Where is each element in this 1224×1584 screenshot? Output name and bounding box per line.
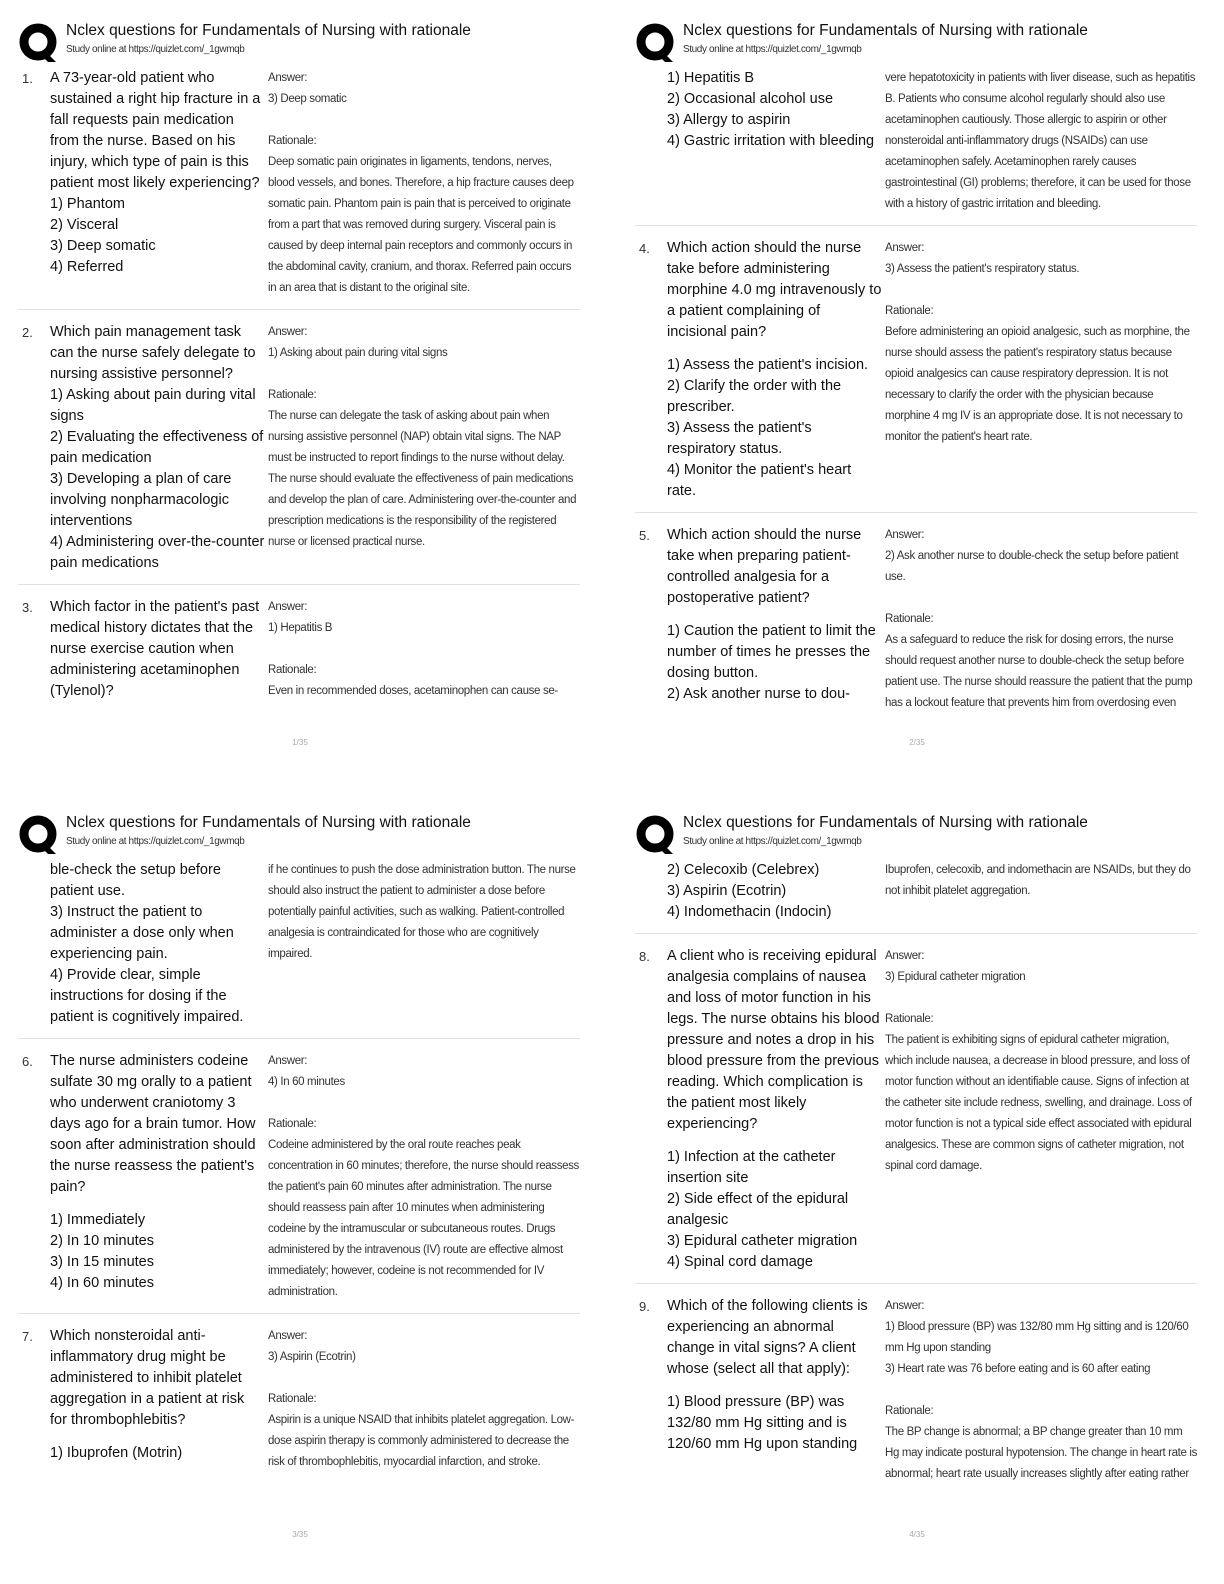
answer-label: Answer: [268, 326, 308, 338]
option-item: 1) Infection at the catheter insertion site [667, 1149, 836, 1186]
quizlet-logo-icon [635, 814, 677, 856]
rationale-text: vere hepatotoxicity in patients with liver disease, such as hepatitis B. Patients who consume alcohol regularly should also use acetaminophen cautiously. Those allergic to aspirin or other nonsteroidal anti-inflammatory drugs (NSAIDs) can use acetaminophen safely. Acetaminophen rarely causes gastrointestinal (GI) problems; therefore, it can be used for those with a history of gastric irritation and bleeding. [885, 72, 1196, 210]
document-title: Nclex questions for Fundamentals of Nursing with rationale [683, 814, 1088, 831]
option-item: 1) Blood pressure (BP) was 132/80 mm Hg sitting and is 120/60 mm Hg upon standing [667, 1394, 858, 1452]
question-item [635, 1292, 1197, 1495]
page-header [635, 18, 1205, 62]
rationale-text: The BP change is abnormal; a BP change greater than 10 mm Hg may indicate postural hypotension. The change in heart rate is abnormal; heart rate usually increases slightly after eating rather [885, 1426, 1198, 1480]
option-item: 2) Evaluating the effectiveness of pain medication [50, 429, 264, 466]
question-item [635, 942, 1197, 1284]
options-list [667, 621, 882, 705]
options-list [667, 355, 882, 502]
option-item: 1) Ibuprofen (Motrin) [50, 1445, 183, 1461]
answer-column [265, 322, 580, 574]
question-column [667, 68, 882, 215]
document-page [617, 0, 1224, 792]
rationale-label: Rationale: [885, 613, 934, 625]
rationale-label: Rationale: [268, 135, 317, 147]
option-item: 2) Ask another nurse to dou- [667, 686, 850, 702]
rationale-label: Rationale: [885, 1013, 934, 1025]
question-item [18, 856, 580, 1039]
question-text: A 73-year-old patient who sustained a right hip fracture in a fall requests pain medication from the nurse. Based on his injury, which type of pain is this patient most likely experiencing? [50, 70, 261, 191]
answer-text: 3) Assess the patient's respiratory status. [885, 263, 1080, 275]
rationale-label: Rationale: [885, 1405, 934, 1417]
option-item: 2) Celecoxib (Celebrex) [667, 862, 820, 878]
question-list [635, 64, 1197, 732]
question-number: 9. [639, 1299, 650, 1314]
question-text: Which factor in the patient's past medical history dictates that the nurse exercise caution when administering acetaminophen (Tylenol)? [50, 599, 260, 699]
page-number: 2/35 [909, 738, 925, 747]
options-list [50, 860, 265, 1028]
question-number: 1. [22, 71, 33, 86]
question-column [667, 525, 882, 714]
option-item: 3) Deep somatic [50, 238, 156, 254]
options-list [667, 68, 882, 152]
question-column [50, 860, 265, 1028]
answer-column [882, 1296, 1197, 1485]
option-item: 4) Administering over-the-counter pain medications [50, 534, 265, 571]
question-text: Which action should the nurse take when preparing patient-controlled analgesia for a postoperative patient? [667, 527, 862, 606]
option-item: 3) Epidural catheter migration [667, 1233, 858, 1249]
answer-text: 2) Ask another nurse to double-check the setup before patient use. [885, 550, 1179, 583]
rationale-label: Rationale: [268, 1393, 317, 1405]
answer-text: 3) Deep somatic [268, 93, 347, 105]
question-number: 8. [639, 949, 650, 964]
rationale-text: Aspirin is a unique NSAID that inhibits platelet aggregation. Low-dose aspirin therapy is commonly administered to decrease the risk of thrombophlebitis, myocardial infarction, and stroke. [268, 1414, 575, 1468]
page-number: 3/35 [292, 1530, 308, 1539]
option-item: 3) Instruct the patient to administer a dose only when experiencing pain. [50, 904, 234, 962]
rationale-text: Ibuprofen, celecoxib, and indomethacin are NSAIDs, but they do not inhibit platelet aggregation. [885, 864, 1191, 897]
option-item: 4) Provide clear, simple instructions for dosing if the patient is cognitively impaired. [50, 967, 244, 1025]
answer-column [882, 525, 1197, 714]
question-column [50, 1326, 265, 1473]
page-number: 4/35 [909, 1530, 925, 1539]
page-header [635, 810, 1205, 854]
option-item: 1) Immediately [50, 1212, 146, 1228]
answer-column [265, 1326, 580, 1473]
answer-label: Answer: [885, 1300, 925, 1312]
document-page [617, 792, 1224, 1584]
question-column [667, 238, 882, 502]
question-list [18, 856, 580, 1491]
study-online-link[interactable]: Study online at https://quizlet.com/_1gwmqb [683, 44, 862, 55]
question-list [18, 64, 580, 720]
option-item: 4) In 60 minutes [50, 1275, 154, 1291]
question-column [50, 597, 265, 702]
option-item: 4) Monitor the patient's heart rate. [667, 462, 852, 499]
quizlet-logo-icon [635, 22, 677, 64]
question-column [50, 322, 265, 574]
answer-text: 1) Hepatitis B [268, 622, 333, 634]
rationale-text: As a safeguard to reduce the risk for dosing errors, the nurse should request another nurse to double-check the setup before patient use. The nurse should reassure the patient that the pump has a lockout feature that prevents him from overdosing even [885, 634, 1193, 709]
rationale-text: The patient is exhibiting signs of epidural catheter migration, which include nausea, a decrease in blood pressure, and loss of motor function without an identifiable cause. Signs of infection at the catheter site include redness, swelling, and drainage. Loss of motor function is not a typical side effect associated with epidural analgesics. These are common signs of catheter migration, not spinal cord damage. [885, 1034, 1192, 1172]
options-list [667, 1392, 882, 1455]
question-item [635, 521, 1197, 724]
answer-column [265, 1051, 580, 1303]
option-item: 3) Assess the patient's respiratory status. [667, 420, 812, 457]
question-text: Which action should the nurse take before administering morphine 4.0 mg intravenously to a patient complaining of incisional pain? [667, 240, 882, 340]
answer-column [265, 68, 580, 299]
question-column [50, 1051, 265, 1303]
question-item [18, 1047, 580, 1314]
page-number: 1/35 [292, 738, 308, 747]
option-item: 1) Assess the patient's incision. [667, 357, 869, 373]
answer-column [882, 68, 1197, 215]
option-item: 3) Developing a plan of care involving nonpharmacologic interventions [50, 471, 232, 529]
question-item [18, 64, 580, 310]
rationale-label: Rationale: [268, 1118, 317, 1130]
answer-column [265, 597, 580, 702]
options-list [667, 860, 882, 923]
option-item: 1) Asking about pain during vital signs [50, 387, 256, 424]
question-column [667, 860, 882, 923]
document-title: Nclex questions for Fundamentals of Nursing with rationale [66, 22, 471, 39]
rationale-label: Rationale: [885, 305, 934, 317]
question-item [18, 318, 580, 585]
answer-text: 3) Epidural catheter migration [885, 971, 1026, 983]
question-number: 6. [22, 1054, 33, 1069]
option-item: 4) Gastric irritation with bleeding [667, 133, 875, 149]
quizlet-logo-icon [18, 814, 60, 856]
question-text: Which of the following clients is experiencing an abnormal change in vital signs? A client whose (select all that apply): [667, 1298, 868, 1377]
answer-label: Answer: [268, 601, 308, 613]
options-list [50, 1210, 265, 1294]
question-column [667, 946, 882, 1273]
question-item [635, 856, 1197, 934]
question-item [18, 593, 580, 712]
rationale-text: Even in recommended doses, acetaminophen can cause se- [268, 685, 558, 697]
option-item: 3) In 15 minutes [50, 1254, 154, 1270]
question-text: The nurse administers codeine sulfate 30 mg orally to a patient who underwent craniotomy 3 days ago for a brain tumor. How soon after administration should the nurse reassess the patient's pain? [50, 1053, 256, 1195]
answer-column [882, 238, 1197, 502]
document-title: Nclex questions for Fundamentals of Nursing with rationale [66, 814, 471, 831]
question-text: Which pain management task can the nurse safely delegate to nursing assistive personnel? [50, 324, 256, 382]
answer-column [882, 946, 1197, 1273]
answer-text: 1) Asking about pain during vital signs [268, 347, 448, 359]
option-item: 1) Phantom [50, 196, 125, 212]
question-number [635, 860, 667, 923]
question-column [50, 68, 265, 299]
option-item: 2) Visceral [50, 217, 119, 233]
option-item: 3) Aspirin (Ecotrin) [667, 883, 787, 899]
rationale-text: Deep somatic pain originates in ligaments, tendons, nerves, blood vessels, and bones. Therefore, a hip fracture causes deep somatic pain. Phantom pain is pain that is perceived to originate from a part that was removed during surgery. Visceral pain is caused by deep internal pain receptors and commonly occurs in the abdominal cavity, cranium, and thorax. Referred pain occurs in an area that is distant to the original site. [268, 156, 574, 294]
answer-label: Answer: [268, 1055, 308, 1067]
option-item: 4) Referred [50, 259, 124, 275]
answer-text: 4) In 60 minutes [268, 1076, 345, 1088]
option-item: 4) Spinal cord damage [667, 1254, 813, 1270]
option-item: 2) Clarify the order with the prescriber. [667, 378, 842, 415]
option-item: 4) Indomethacin (Indocin) [667, 904, 832, 920]
question-number: 7. [22, 1329, 33, 1344]
answer-label: Answer: [885, 242, 925, 254]
quizlet-logo-icon [18, 22, 60, 64]
question-number: 4. [639, 241, 650, 256]
question-column [667, 1296, 882, 1485]
document-page [0, 0, 612, 792]
question-number [18, 860, 50, 1028]
study-online-link[interactable]: Study online at https://quizlet.com/_1gwmqb [66, 44, 245, 55]
question-number: 5. [639, 528, 650, 543]
answer-column [882, 860, 1197, 923]
options-list [50, 385, 265, 574]
answer-column [265, 860, 580, 1028]
question-number: 2. [22, 325, 33, 340]
question-item [635, 234, 1197, 513]
question-number [635, 68, 667, 215]
rationale-text: Before administering an opioid analgesic, such as morphine, the nurse should assess the patient's respiratory status because opioid analgesics can cause respiratory depression. It is not necessary to clarify the order with the physician because morphine 4 mg IV is an appropriate dose. It is not necessary to monitor the patient's heart rate. [885, 326, 1190, 443]
document-title: Nclex questions for Fundamentals of Nursing with rationale [683, 22, 1088, 39]
options-list [667, 1147, 882, 1273]
rationale-label: Rationale: [268, 664, 317, 676]
page-header [18, 810, 588, 854]
rationale-text: if he continues to push the dose administration button. The nurse should also instruct the patient to administer a dose before potentially painful activities, such as walking. Patient-controlled analgesia is contraindicated for those who are cognitively impaired. [268, 864, 576, 960]
rationale-label: Rationale: [268, 389, 317, 401]
answer-label: Answer: [885, 529, 925, 541]
rationale-text: The nurse can delegate the task of asking about pain when nursing assistive personnel (NAP) obtain vital signs. The NAP must be instructed to report findings to the nurse without delay. The nurse should evaluate the effectiveness of pain medications and develop the plan of care. Administering over-the-counter and prescription medications is the responsibility of the registered nurse or licensed practical nurse. [268, 410, 577, 548]
question-text: Which nonsteroidal anti-inflammatory drug might be administered to inhibit platelet aggregation in a patient at risk for thrombophlebitis? [50, 1328, 245, 1428]
option-item: 3) Allergy to aspirin [667, 112, 791, 128]
answer-text: 3) Aspirin (Ecotrin) [268, 1351, 356, 1363]
question-item [635, 64, 1197, 226]
question-text: A client who is receiving epidural analgesia complains of nausea and loss of motor function in his legs. The nurse obtains his blood pressure and notes a drop in his blood pressure from the previous reading. Which complication is the patient most likely experiencing? [667, 948, 880, 1132]
option-item: 2) Side effect of the epidural analgesic [667, 1191, 849, 1228]
question-list [635, 856, 1197, 1503]
option-item: 2) In 10 minutes [50, 1233, 154, 1249]
option-item: 1) Caution the patient to limit the number of times he presses the dosing button. [667, 623, 876, 681]
answer-label: Answer: [885, 950, 925, 962]
option-item: ble-check the setup before patient use. [50, 862, 221, 899]
answer-text: 3) Heart rate was 76 before eating and is 60 after eating [885, 1363, 1151, 1375]
option-item: 2) Occasional alcohol use [667, 91, 834, 107]
answer-text: 1) Blood pressure (BP) was 132/80 mm Hg sitting and is 120/60 mm Hg upon standing [885, 1321, 1189, 1354]
option-item: 1) Hepatitis B [667, 70, 755, 86]
question-item [18, 1322, 580, 1483]
study-online-link[interactable]: Study online at https://quizlet.com/_1gwmqb [66, 836, 245, 847]
options-list [50, 194, 265, 278]
question-number: 3. [22, 600, 33, 615]
options-list [50, 1443, 265, 1464]
answer-label: Answer: [268, 72, 308, 84]
answer-label: Answer: [268, 1330, 308, 1342]
document-page [0, 792, 612, 1584]
rationale-text: Codeine administered by the oral route reaches peak concentration in 60 minutes; therefore, the nurse should reassess the patient's pain 60 minutes after administration. The nurse should reassess pain after 10 minutes when administering codeine by the intramuscular or subcutaneous routes. Drugs administered by the intravenous (IV) route are effective almost immediately; however, codeine is not recommended for IV administration. [268, 1139, 579, 1298]
study-online-link[interactable]: Study online at https://quizlet.com/_1gwmqb [683, 836, 862, 847]
page-header [18, 18, 588, 62]
